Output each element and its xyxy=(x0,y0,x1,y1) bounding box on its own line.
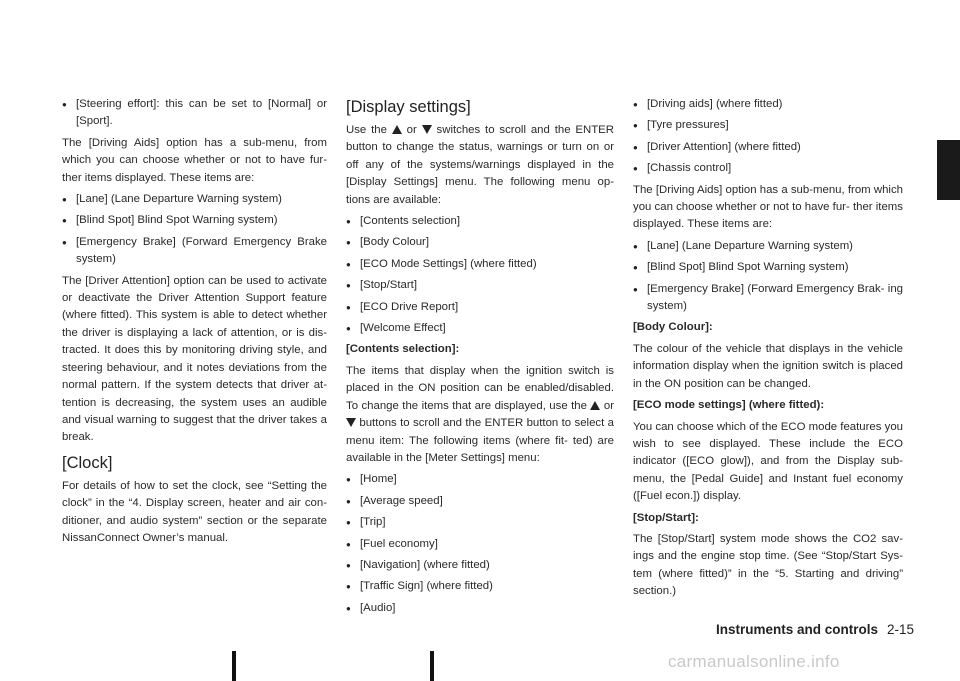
subheading-eco-mode-settings: [ECO mode settings] (where fitted): xyxy=(633,399,825,412)
bullet-traffic-sign: ● [Traffic Sign] (where fitted) xyxy=(346,578,614,595)
bullet-eco-drive-report: ● [ECO Drive Report] xyxy=(346,299,614,316)
paragraph-display-settings xyxy=(346,122,614,209)
bullet-eco-mode-settings: ● [ECO Mode Settings] (where fitted) xyxy=(346,256,614,273)
text-buttons-scroll: buttons to scroll and the ENTER button to select a menu item: The following items (where fit- ted) are available in the [Meter Settings] menu: xyxy=(346,417,614,464)
down-arrow-icon xyxy=(422,125,432,134)
up-arrow-icon xyxy=(590,401,600,410)
heading-clock: [Clock] xyxy=(62,453,113,472)
crop-mark-center xyxy=(430,651,434,681)
bullet-body-colour: ● [Body Colour] xyxy=(346,234,614,251)
paragraph-body-colour: The colour of the vehicle that displays in the vehicle information display when the ignition switch is placed in the ON position can be changed. xyxy=(633,342,903,390)
footer-section-title: Instruments and controls xyxy=(716,622,879,637)
bullet-tyre-pressures: ● [Tyre pressures] xyxy=(633,117,903,134)
column-2 xyxy=(346,97,614,621)
bullet-driver-attention: ● [Driver Attention] (where fitted) xyxy=(633,139,903,156)
text-or: or xyxy=(603,399,615,412)
bullet-average-speed: ● [Average speed] xyxy=(346,493,614,510)
bullet-blind-spot: ● [Blind Spot] Blind Spot Warning system) xyxy=(62,212,327,229)
down-arrow-icon xyxy=(346,418,356,427)
bullet-chassis-control: ● [Chassis control] xyxy=(633,160,903,177)
paragraph-eco-mode-settings: You can choose which of the ECO mode features you wish to see displayed. These include the ECO indicator ([ECO glow]), and from the Display sub- menu, the [Pedal Guide] and Instant fuel economy ([Fuel econ.]) display. xyxy=(633,420,903,503)
bullet-trip: ● [Trip] xyxy=(346,514,614,531)
paragraph-clock: For details of how to set the clock, see “Setting the clock” in the “4. Display screen, heater and air con- ditioner, and audio system” section or the separate NissanConnect Owner’s manual. xyxy=(62,479,327,544)
bullet-steering-effort: ● [Steering effort]: this can be set to [Normal] or [Sport]. xyxy=(62,96,327,131)
page-footer xyxy=(716,622,914,637)
bullet-blind-spot: ● [Blind Spot] Blind Spot Warning system) xyxy=(633,259,903,276)
up-arrow-icon xyxy=(392,125,402,134)
bullet-driving-aids: ● [Driving aids] (where fitted) xyxy=(633,96,903,113)
text-or: or xyxy=(406,124,417,136)
heading-display-settings: [Display settings] xyxy=(346,98,471,116)
text-use-the: Use the xyxy=(346,124,387,136)
text-items-display: The items that display when the ignition switch is placed in the ON position can be enabled/disabled. To change the items that are displayed, use the xyxy=(346,364,614,412)
paragraph-stop-start: The [Stop/Start] system mode shows the CO2 sav- ings and the engine stop time. (See “Stop/Start Sys- tem (where fitted)” in the “5. Starting and driving” section.) xyxy=(633,532,903,598)
text-switches: switches to scroll and the ENTER button to change the status, warnings or turn on or off any of the systems/warnings displayed in the [Display Settings] menu. The following menu op- tions are available: xyxy=(346,124,614,206)
bullet-stop-start: ● [Stop/Start] xyxy=(346,277,614,294)
paragraph-driving-aids-submenu: The [Driving Aids] option has a sub-menu, from which you can choose whether or not to have fur- ther items displayed. These items are: xyxy=(633,183,903,231)
bullet-emergency-brake: ● [Emergency Brake] (Forward Emergency Brak- ing system) xyxy=(633,281,903,316)
bullet-lane: ● [Lane] (Lane Departure Warning system) xyxy=(633,238,903,255)
bullet-fuel-economy: ● [Fuel economy] xyxy=(346,536,614,553)
bullet-lane: ● [Lane] (Lane Departure Warning system) xyxy=(62,191,327,208)
paragraph-driver-attention: The [Driver Attention] option can be used to activate or deactivate the Driver Attention Support feature (where fitted). This system is able to detect whether the driver is displaying a lack of attention, or is dis- tracted. It does this by monitoring driving style, and steering behaviour, and it notes deviations from the normal pattern. If the system detects that driver at- tention is decreasing, the system uses an audible and visual warning to suggest that the driver takes a break. xyxy=(62,274,327,444)
paragraph-contents-selection xyxy=(346,363,614,467)
bullet-contents-selection: ● [Contents selection] xyxy=(346,213,614,230)
subheading-stop-start: [Stop/Start]: xyxy=(633,511,699,524)
bullet-audio: ● [Audio] xyxy=(346,600,614,617)
footer-page-number: 2-15 xyxy=(887,622,915,637)
paragraph-driving-aids: The [Driving Aids] option has a sub-menu, from which you can choose whether or not to have fur- ther items displayed. These items are: xyxy=(62,136,327,184)
watermark-text: carmanualsonline.info xyxy=(668,652,840,671)
subheading-contents-selection: [Contents selection]: xyxy=(346,343,460,356)
bullet-emergency-brake: ● [Emergency Brake] (Forward Emergency Brake system) xyxy=(62,234,327,269)
subheading-body-colour: [Body Colour]: xyxy=(633,321,713,334)
bullet-home: ● [Home] xyxy=(346,471,614,488)
bullet-navigation: ● [Navigation] (where fitted) xyxy=(346,557,614,574)
bullet-welcome-effect: ● [Welcome Effect] xyxy=(346,320,614,337)
column-1 xyxy=(62,96,327,551)
section-tab-marker xyxy=(937,140,960,200)
crop-mark-left xyxy=(232,651,236,681)
column-3 xyxy=(633,96,903,605)
